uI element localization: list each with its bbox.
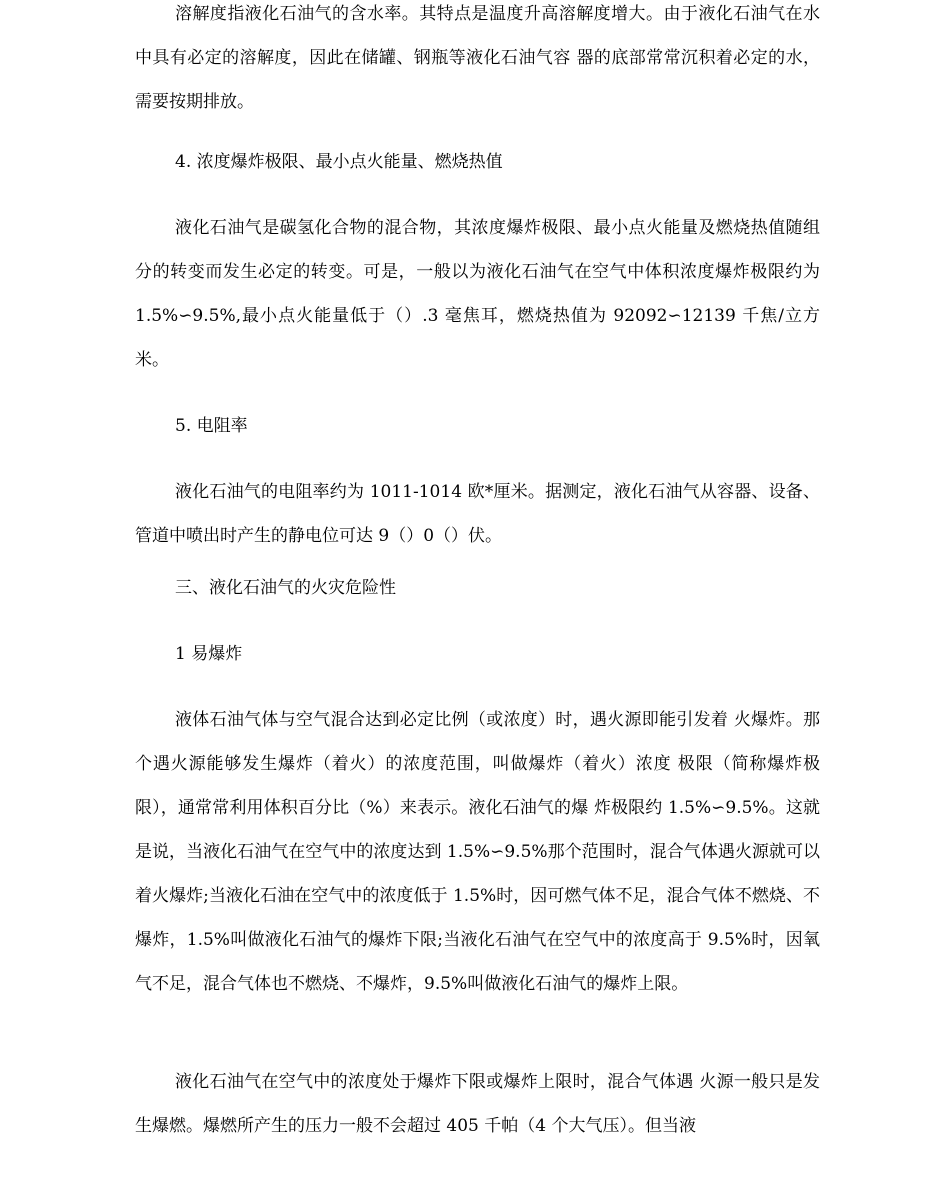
paragraph-explosive: 液体石油气体与空气混合达到必定比例（或浓度）时，遇火源即能引发着 火爆炸。那个遇火源能够发生爆炸（着火）的浓度范围，叫做爆炸（着火）浓度 极限（简称爆炸极限），通常常利用体积百分比（%）来表示。液化石油气的爆 炸极限约 1.5%∽9.5%。这就是说，当液化石油气在空气中的浓度达到 1.5%∽9.5%那个范围时，混合气体遇火源就可以着火爆炸;当液化石油在空气中的浓度低于 1.5%时，因可燃气体不足，混合气体不燃烧、不爆炸，1.5%叫做液化石油气的爆炸下限;当液化石油气在空气中的浓度高于 9.5%时，因氧气不足，混合气体也不燃烧、不爆炸，9.5%叫做液化石油气的爆炸上限。 <box>135 710 820 994</box>
heading-resistivity: 5. 电阻率 <box>175 416 248 436</box>
heading-explosion-limits: 4. 浓度爆炸极限、最小点火能量、燃烧热值 <box>175 152 503 172</box>
paragraph-deflagration: 液化石油气在空气中的浓度处于爆炸下限或爆炸上限时，混合气体遇 火源一般只是发生爆燃。爆燃所产生的压力一般不会超过 405 千帕（4 个大气压）。但当液 <box>135 1072 820 1136</box>
paragraph-explosion-limits: 液化石油气是碳氢化合物的混合物，其浓度爆炸极限、最小点火能量及燃烧热值随组分的转变而发生必定的转变。可是，一般以为液化石油气在空气中体积浓度爆炸极限约为 1.5%∽9.5%,最小点火能量低于（）.3 毫焦耳，燃烧热值为 92092∽12139 千焦/立方米。 <box>135 218 820 370</box>
heading-fire-hazard: 三、液化石油气的火灾危险性 <box>175 578 396 598</box>
paragraph-resistivity: 液化石油气的电阻率约为 1011-1014 欧*厘米。据测定，液化石油气从容器、设备、管道中喷出时产生的静电位可达 9（）0（）伏。 <box>135 482 820 546</box>
paragraph-solubility: 溶解度指液化石油气的含水率。其特点是温度升高溶解度增大。由于液化石油气在水中具有必定的溶解度，因此在储罐、钢瓶等液化石油气容 器的底部常常沉积着必定的水，需要按期排放。 <box>135 4 820 112</box>
heading-explosive: 1 易爆炸 <box>175 644 243 664</box>
